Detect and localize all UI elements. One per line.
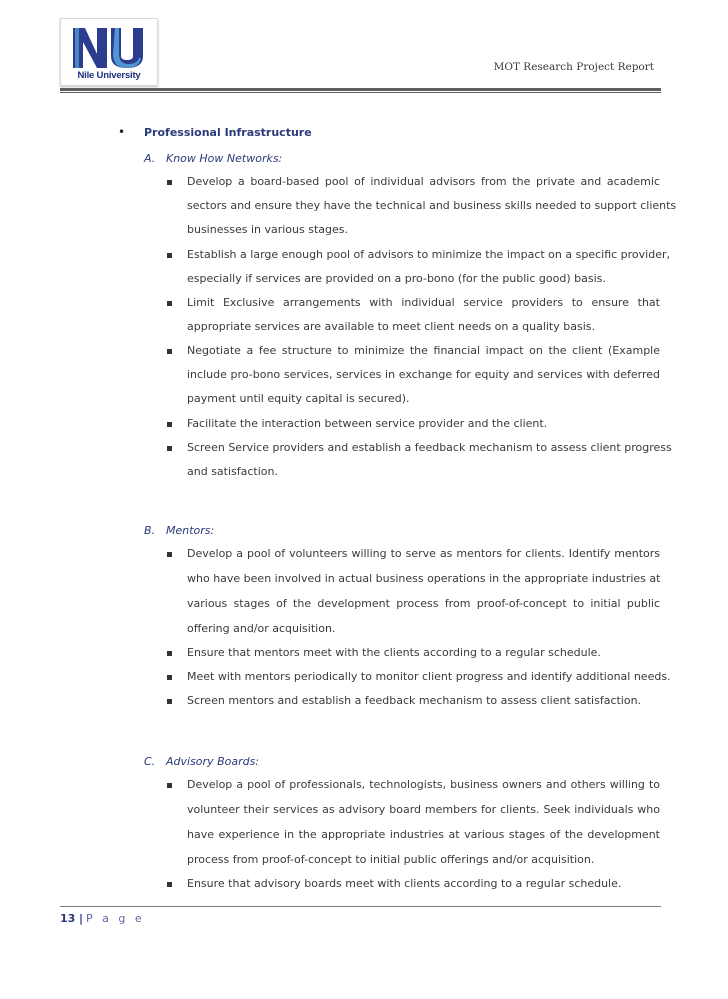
list-item-line: sectors and ensure they have the technical and business skills needed to support clients bbox=[187, 199, 677, 212]
header-rule bbox=[60, 88, 661, 91]
list-item-line: businesses in various stages. bbox=[187, 223, 348, 236]
square-bullet-icon bbox=[167, 783, 172, 788]
list-item-line: Develop a pool of professionals, technologists, business owners and others willing to bbox=[187, 778, 660, 791]
list-item-line: especially if services are provided on a pro-bono (for the public good) basis. bbox=[187, 272, 606, 285]
square-bullet-icon bbox=[167, 422, 172, 427]
report-title: MOT Research Project Report bbox=[493, 61, 654, 73]
logo-caption: Nile University bbox=[77, 70, 141, 81]
list-item-line: Screen Service providers and establish a feedback mechanism to assess client progress bbox=[187, 441, 672, 454]
subsection-title: Know How Networks: bbox=[166, 152, 283, 165]
list-item-line: Ensure that advisory boards meet with clients according to a regular schedule. bbox=[187, 877, 622, 890]
list-item-line: Develop a pool of volunteers willing to serve as mentors for clients. Identify mentors bbox=[187, 547, 660, 560]
list-item-line: process from proof-of-concept to initial public offerings and/or acquisition. bbox=[187, 853, 595, 866]
list-item-line: various stages of the development process from proof-of-concept to initial public bbox=[187, 597, 660, 610]
list-item-line: have experience in the appropriate industries at various stages of the development bbox=[187, 828, 660, 841]
list-item-line: appropriate services are available to meet client needs on a quality basis. bbox=[187, 320, 595, 333]
list-item-line: Develop a board-based pool of individual advisors from the private and academic bbox=[187, 175, 660, 188]
subsection-letter: B. bbox=[144, 524, 156, 537]
list-item-line: volunteer their services as advisory board members for clients. Seek individuals who bbox=[187, 803, 660, 816]
footer-separator: | bbox=[79, 912, 84, 925]
square-bullet-icon bbox=[167, 882, 172, 887]
section-title: Professional Infrastructure bbox=[144, 126, 312, 139]
list-item-line: Establish a large enough pool of advisors to minimize the impact on a specific provider, bbox=[187, 248, 670, 261]
subsection-letter: A. bbox=[144, 152, 156, 165]
square-bullet-icon bbox=[167, 699, 172, 704]
list-item-line: Facilitate the interaction between service provider and the client. bbox=[187, 417, 548, 430]
list-item-line: Ensure that mentors meet with the clients according to a regular schedule. bbox=[187, 646, 601, 659]
subsection-title: Mentors: bbox=[166, 524, 215, 537]
square-bullet-icon bbox=[167, 675, 172, 680]
square-bullet-icon bbox=[167, 651, 172, 656]
page-number: 13 bbox=[60, 912, 76, 925]
list-item-line: offering and/or acquisition. bbox=[187, 622, 336, 635]
square-bullet-icon bbox=[167, 552, 172, 557]
list-item-line: Negotiate a fee structure to minimize the financial impact on the client (Example bbox=[187, 344, 660, 357]
list-item-line: Meet with mentors periodically to monitor client progress and identify additional needs. bbox=[187, 670, 671, 683]
square-bullet-icon bbox=[167, 180, 172, 185]
page-label: P a g e bbox=[86, 912, 145, 925]
list-item-line: payment until equity capital is secured). bbox=[187, 392, 410, 405]
footer-rule bbox=[60, 906, 661, 907]
list-item-line: include pro-bono services, services in exchange for equity and services with deferred bbox=[187, 368, 660, 381]
square-bullet-icon bbox=[167, 349, 172, 354]
square-bullet-icon bbox=[167, 446, 172, 451]
bullet-icon: • bbox=[118, 125, 126, 139]
header-rule-thin bbox=[60, 92, 661, 93]
list-item-line: Limit Exclusive arrangements with individual service providers to ensure that bbox=[187, 296, 660, 309]
square-bullet-icon bbox=[167, 253, 172, 258]
list-item-line: and satisfaction. bbox=[187, 465, 278, 478]
list-item-line: Screen mentors and establish a feedback mechanism to assess client satisfaction. bbox=[187, 694, 642, 707]
nile-university-logo bbox=[60, 18, 158, 86]
subsection-title: Advisory Boards: bbox=[166, 755, 260, 768]
list-item-line: who have been involved in actual business operations in the appropriate industries at bbox=[187, 572, 661, 585]
subsection-letter: C. bbox=[144, 755, 156, 768]
square-bullet-icon bbox=[167, 301, 172, 306]
